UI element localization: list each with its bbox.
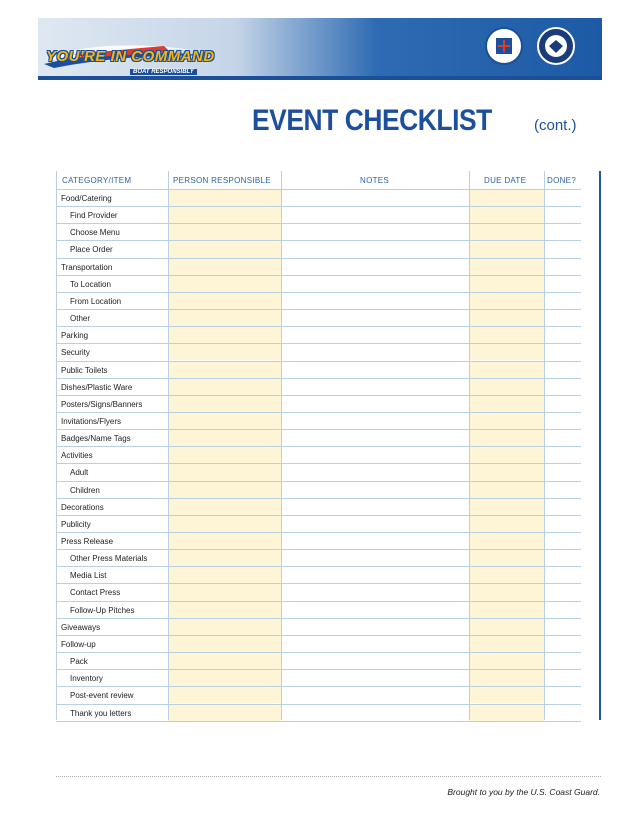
footer-credit: Brought to you by the U.S. Coast Guard. bbox=[447, 787, 600, 797]
table-right-border bbox=[599, 171, 601, 720]
due-date-cell[interactable] bbox=[469, 705, 544, 721]
row-label: Follow-Up Pitches bbox=[70, 605, 135, 615]
row-label: From Location bbox=[70, 296, 122, 306]
row-label: Media List bbox=[70, 571, 107, 581]
column-divider bbox=[281, 171, 282, 720]
due-date-cell[interactable] bbox=[469, 276, 544, 292]
due-date-cell[interactable] bbox=[469, 362, 544, 378]
header-banner bbox=[38, 18, 602, 80]
table-row bbox=[56, 686, 581, 703]
table-bottom-border bbox=[56, 721, 581, 722]
column-divider bbox=[544, 171, 545, 720]
row-label: Other bbox=[70, 314, 91, 324]
person-responsible-cell[interactable] bbox=[168, 293, 281, 309]
due-date-cell[interactable] bbox=[469, 224, 544, 240]
title-suffix: (cont.) bbox=[534, 117, 577, 134]
person-responsible-cell[interactable] bbox=[168, 482, 281, 498]
person-responsible-cell[interactable] bbox=[168, 259, 281, 275]
row-label: Choose Menu bbox=[70, 228, 120, 238]
row-label: Place Order bbox=[70, 245, 113, 255]
column-divider bbox=[469, 171, 470, 720]
person-responsible-cell[interactable] bbox=[168, 499, 281, 515]
table-row bbox=[56, 275, 581, 292]
row-label: Invitations/Flyers bbox=[61, 416, 122, 426]
person-responsible-cell[interactable] bbox=[168, 379, 281, 395]
table-row bbox=[56, 583, 581, 600]
due-date-cell[interactable] bbox=[469, 430, 544, 446]
logo-tagline: BOAT RESPONSIBLY bbox=[130, 69, 197, 75]
person-responsible-cell[interactable] bbox=[168, 190, 281, 206]
row-label: Dishes/Plastic Ware bbox=[61, 382, 133, 392]
table-row bbox=[56, 481, 581, 498]
due-date-cell[interactable] bbox=[469, 687, 544, 703]
person-responsible-cell[interactable] bbox=[168, 705, 281, 721]
due-date-cell[interactable] bbox=[469, 344, 544, 360]
row-label: Adult bbox=[70, 468, 89, 478]
due-date-cell[interactable] bbox=[469, 636, 544, 652]
row-label: To Location bbox=[70, 279, 111, 289]
person-responsible-cell[interactable] bbox=[168, 241, 281, 257]
table-row bbox=[56, 309, 581, 326]
person-responsible-cell[interactable] bbox=[168, 516, 281, 532]
person-responsible-cell[interactable] bbox=[168, 687, 281, 703]
person-responsible-cell[interactable] bbox=[168, 533, 281, 549]
row-label: Parking bbox=[61, 331, 89, 341]
row-label: Thank you letters bbox=[70, 708, 132, 718]
table-row bbox=[56, 361, 581, 378]
due-date-cell[interactable] bbox=[469, 241, 544, 257]
row-label: Giveaways bbox=[61, 622, 101, 632]
row-label: Post-event review bbox=[70, 691, 134, 701]
column-divider bbox=[56, 171, 57, 720]
person-responsible-cell[interactable] bbox=[168, 344, 281, 360]
header-person: PERSON RESPONSIBLE bbox=[173, 176, 271, 185]
header-notes: NOTES bbox=[360, 176, 390, 185]
person-responsible-cell[interactable] bbox=[168, 567, 281, 583]
header-done: DONE? bbox=[547, 176, 577, 185]
table-row bbox=[56, 189, 581, 206]
person-responsible-cell[interactable] bbox=[168, 602, 281, 618]
person-responsible-cell[interactable] bbox=[168, 550, 281, 566]
person-responsible-cell[interactable] bbox=[168, 310, 281, 326]
person-responsible-cell[interactable] bbox=[168, 653, 281, 669]
logo-wordmark: YOU'RE IN COMMAND bbox=[46, 48, 215, 65]
table-header bbox=[56, 173, 581, 189]
table-row bbox=[56, 463, 581, 480]
due-date-cell[interactable] bbox=[469, 533, 544, 549]
due-date-cell[interactable] bbox=[469, 379, 544, 395]
table-row bbox=[56, 669, 581, 686]
title-main: EVENT CHECKLIST bbox=[252, 104, 492, 137]
column-divider bbox=[168, 171, 169, 720]
row-label: Children bbox=[70, 485, 100, 495]
due-date-cell[interactable] bbox=[469, 584, 544, 600]
row-label: Badges/Name Tags bbox=[61, 434, 131, 444]
coast-guard-seal-icon bbox=[484, 26, 524, 66]
table-row bbox=[56, 652, 581, 669]
due-date-cell[interactable] bbox=[469, 293, 544, 309]
table-row bbox=[56, 549, 581, 566]
person-responsible-cell[interactable] bbox=[168, 413, 281, 429]
table-row bbox=[56, 704, 581, 721]
row-label: Press Release bbox=[61, 537, 114, 546]
due-date-cell[interactable] bbox=[469, 447, 544, 463]
table-row bbox=[56, 618, 581, 635]
person-responsible-cell[interactable] bbox=[168, 636, 281, 652]
row-label: Follow-up bbox=[61, 639, 96, 649]
row-label: Find Provider bbox=[70, 211, 118, 221]
table-row bbox=[56, 412, 581, 429]
person-responsible-cell[interactable] bbox=[168, 224, 281, 240]
header-category: CATEGORY/ITEM bbox=[62, 176, 132, 185]
table-row bbox=[56, 326, 581, 343]
footer-divider bbox=[56, 776, 601, 777]
table-row bbox=[56, 378, 581, 395]
person-responsible-cell[interactable] bbox=[168, 276, 281, 292]
table-row bbox=[56, 498, 581, 515]
person-responsible-cell[interactable] bbox=[168, 447, 281, 463]
table-row bbox=[56, 223, 581, 240]
row-label: Posters/Signs/Banners bbox=[61, 399, 143, 409]
person-responsible-cell[interactable] bbox=[168, 619, 281, 635]
page-title bbox=[252, 104, 577, 138]
due-date-cell[interactable] bbox=[469, 259, 544, 275]
table-row bbox=[56, 515, 581, 532]
table-row bbox=[56, 566, 581, 583]
row-label: Food/Catering bbox=[61, 194, 112, 203]
table-row bbox=[56, 429, 581, 446]
due-date-cell[interactable] bbox=[469, 327, 544, 343]
table-row bbox=[56, 601, 581, 618]
due-date-cell[interactable] bbox=[469, 190, 544, 206]
table-row bbox=[56, 206, 581, 223]
table-row bbox=[56, 532, 581, 549]
row-label: Transportation bbox=[61, 262, 113, 272]
due-date-cell[interactable] bbox=[469, 207, 544, 223]
due-date-cell[interactable] bbox=[469, 396, 544, 412]
due-date-cell[interactable] bbox=[469, 550, 544, 566]
person-responsible-cell[interactable] bbox=[168, 670, 281, 686]
row-label: Public Toilets bbox=[61, 365, 108, 375]
row-label: Activities bbox=[61, 451, 93, 461]
row-label: Decorations bbox=[61, 502, 104, 512]
due-date-cell[interactable] bbox=[469, 516, 544, 532]
table-row bbox=[56, 240, 581, 257]
due-date-cell[interactable] bbox=[469, 619, 544, 635]
due-date-cell[interactable] bbox=[469, 310, 544, 326]
row-label: Security bbox=[61, 348, 90, 358]
due-date-cell[interactable] bbox=[469, 413, 544, 429]
due-date-cell[interactable] bbox=[469, 602, 544, 618]
due-date-cell[interactable] bbox=[469, 653, 544, 669]
due-date-cell[interactable] bbox=[469, 464, 544, 480]
due-date-cell[interactable] bbox=[469, 499, 544, 515]
person-responsible-cell[interactable] bbox=[168, 207, 281, 223]
row-label: Other Press Materials bbox=[70, 554, 148, 564]
table-row bbox=[56, 446, 581, 463]
row-label: Contact Press bbox=[70, 588, 121, 598]
table-row bbox=[56, 635, 581, 652]
person-responsible-cell[interactable] bbox=[168, 464, 281, 480]
row-label: Pack bbox=[70, 657, 88, 667]
table-row bbox=[56, 343, 581, 360]
due-date-cell[interactable] bbox=[469, 670, 544, 686]
due-date-cell[interactable] bbox=[469, 567, 544, 583]
homeland-security-seal-icon bbox=[536, 26, 576, 66]
person-responsible-cell[interactable] bbox=[168, 584, 281, 600]
table-row bbox=[56, 292, 581, 309]
person-responsible-cell[interactable] bbox=[168, 396, 281, 412]
row-label: Publicity bbox=[61, 519, 91, 529]
due-date-cell[interactable] bbox=[469, 482, 544, 498]
table-row bbox=[56, 395, 581, 412]
person-responsible-cell[interactable] bbox=[168, 327, 281, 343]
row-label: Inventory bbox=[70, 674, 103, 684]
person-responsible-cell[interactable] bbox=[168, 430, 281, 446]
header-due-date: DUE DATE bbox=[484, 176, 527, 185]
person-responsible-cell[interactable] bbox=[168, 362, 281, 378]
table-row bbox=[56, 258, 581, 275]
